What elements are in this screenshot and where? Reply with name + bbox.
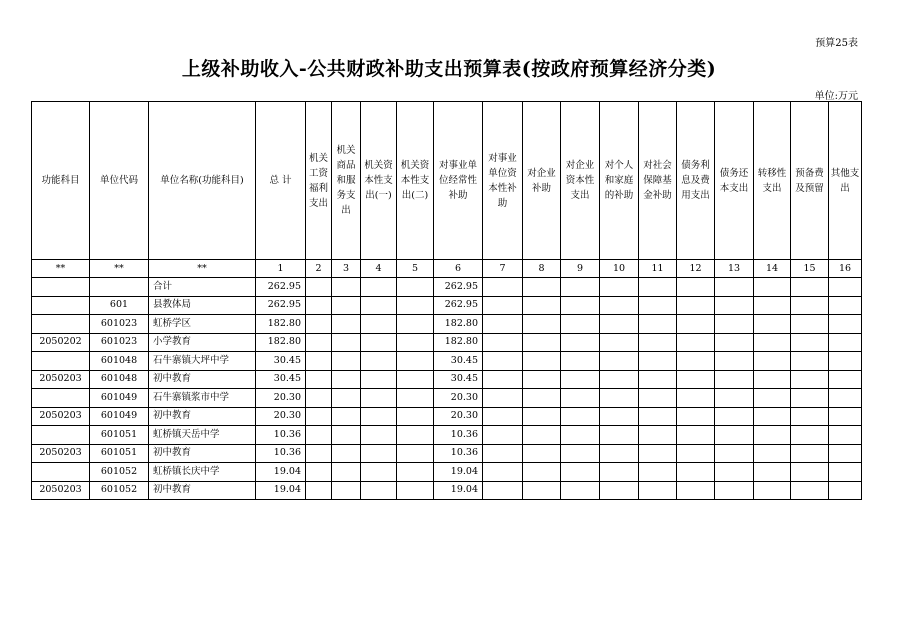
column-number: 13 (715, 260, 754, 278)
table-cell: 30.45 (256, 352, 306, 371)
header-cell: 功能科目 (32, 102, 90, 260)
header-cell: 转移性支出 (754, 102, 791, 260)
table-cell: 262.95 (256, 278, 306, 297)
table-cell: 601051 (90, 426, 149, 445)
table-cell (600, 352, 639, 371)
header-cell: 机关资本性支出(二) (397, 102, 434, 260)
table-cell (361, 352, 397, 371)
table-cell (600, 463, 639, 482)
page-title: 上级补助收入-公共财政补助支出预算表(按政府预算经济分类) (181, 58, 717, 80)
column-number: ** (32, 260, 90, 278)
header-cell: 其他支出 (829, 102, 862, 260)
header-cell: 总 计 (256, 102, 306, 260)
table-row (32, 481, 862, 500)
column-number: 16 (829, 260, 862, 278)
table-cell (639, 296, 677, 315)
table-cell (561, 463, 600, 482)
header-cell: 对事业单位经常性补助 (434, 102, 483, 260)
table-cell (639, 444, 677, 463)
table-cell (332, 352, 361, 371)
table-cell: 初中教育 (149, 444, 256, 463)
table-cell (677, 352, 715, 371)
table-cell (754, 426, 791, 445)
table-cell (483, 426, 523, 445)
table-cell (306, 426, 332, 445)
table-cell (397, 333, 434, 352)
table-cell (361, 296, 397, 315)
table-cell (332, 444, 361, 463)
table-cell: 182.80 (434, 315, 483, 334)
table-cell (600, 444, 639, 463)
table-cell (397, 278, 434, 297)
column-number: 7 (483, 260, 523, 278)
table-cell (306, 407, 332, 426)
table-cell (829, 352, 862, 371)
table-cell (791, 352, 829, 371)
column-number: ** (90, 260, 149, 278)
table-cell (791, 333, 829, 352)
table-cell (32, 278, 90, 297)
table-cell (754, 407, 791, 426)
header-cell: 单位名称(功能科目) (149, 102, 256, 260)
table-cell (791, 481, 829, 500)
table-cell: 30.45 (434, 370, 483, 389)
table-cell (715, 278, 754, 297)
column-number: 3 (332, 260, 361, 278)
table-row (32, 278, 862, 297)
table-cell (523, 352, 561, 371)
table-row (32, 315, 862, 334)
table-cell (754, 333, 791, 352)
header-cell: 对事业单位资本性补助 (483, 102, 523, 260)
table-cell (715, 481, 754, 500)
table-cell (600, 333, 639, 352)
table-cell (397, 296, 434, 315)
table-cell (483, 444, 523, 463)
table-cell (332, 370, 361, 389)
table-cell (639, 407, 677, 426)
table-row (32, 333, 862, 352)
table-row (32, 426, 862, 445)
table-cell (332, 481, 361, 500)
table-cell (715, 333, 754, 352)
table-cell (397, 444, 434, 463)
table-cell: 石牛寨镇浆市中学 (149, 389, 256, 408)
table-cell (639, 426, 677, 445)
budget-table (31, 101, 862, 500)
table-cell (32, 352, 90, 371)
column-number: 12 (677, 260, 715, 278)
column-number: 1 (256, 260, 306, 278)
table-cell (677, 444, 715, 463)
table-cell (332, 333, 361, 352)
table-cell (715, 370, 754, 389)
table-cell (791, 463, 829, 482)
table-cell (829, 389, 862, 408)
table-cell (791, 444, 829, 463)
table-cell: 601051 (90, 444, 149, 463)
table-cell (677, 315, 715, 334)
table-cell (32, 296, 90, 315)
table-cell (306, 444, 332, 463)
table-cell (561, 389, 600, 408)
table-cell (332, 426, 361, 445)
table-cell (332, 315, 361, 334)
table-cell (483, 370, 523, 389)
table-cell (361, 315, 397, 334)
table-cell: 2050202 (32, 333, 90, 352)
table-cell (306, 333, 332, 352)
table-cell (791, 278, 829, 297)
table-cell: 2050203 (32, 444, 90, 463)
table-cell: 601023 (90, 333, 149, 352)
table-cell (361, 333, 397, 352)
table-cell: 10.36 (256, 444, 306, 463)
table-cell (639, 333, 677, 352)
table-cell (32, 389, 90, 408)
header-cell: 债务利息及费用支出 (677, 102, 715, 260)
table-cell (639, 352, 677, 371)
table-cell (397, 426, 434, 445)
table-cell (361, 444, 397, 463)
table-cell (639, 278, 677, 297)
table-cell (677, 426, 715, 445)
column-number: 5 (397, 260, 434, 278)
unit-label: 单位:万元 (814, 91, 858, 102)
table-cell (306, 463, 332, 482)
table-cell: 182.80 (434, 333, 483, 352)
table-cell (523, 481, 561, 500)
table-cell (600, 426, 639, 445)
table-cell (754, 315, 791, 334)
table-cell (561, 296, 600, 315)
table-cell (754, 463, 791, 482)
header-cell: 债务还本支出 (715, 102, 754, 260)
table-cell (332, 389, 361, 408)
column-number-row (32, 260, 862, 278)
table-cell (600, 407, 639, 426)
table-cell (715, 389, 754, 408)
table-row (32, 407, 862, 426)
table-cell (600, 315, 639, 334)
table-cell (306, 481, 332, 500)
table-cell (361, 278, 397, 297)
table-cell: 262.95 (434, 296, 483, 315)
table-cell (306, 296, 332, 315)
column-number: 2 (306, 260, 332, 278)
table-row (32, 352, 862, 371)
table-cell (332, 278, 361, 297)
table-cell (715, 315, 754, 334)
table-cell (523, 444, 561, 463)
column-number: 9 (561, 260, 600, 278)
table-cell (306, 370, 332, 389)
table-cell (639, 389, 677, 408)
table-cell (483, 278, 523, 297)
table-cell (332, 296, 361, 315)
table-cell: 合计 (149, 278, 256, 297)
table-cell (561, 426, 600, 445)
table-cell (715, 352, 754, 371)
table-cell (754, 481, 791, 500)
table-cell (397, 315, 434, 334)
table-cell: 19.04 (434, 463, 483, 482)
table-cell: 19.04 (434, 481, 483, 500)
table-cell (639, 481, 677, 500)
table-cell: 10.36 (434, 426, 483, 445)
header-cell: 预备费及预留 (791, 102, 829, 260)
table-cell (332, 407, 361, 426)
table-cell: 19.04 (256, 481, 306, 500)
header-cell: 机关工资福利支出 (306, 102, 332, 260)
table-cell (397, 481, 434, 500)
table-row (32, 463, 862, 482)
table-cell (523, 333, 561, 352)
column-number: 15 (791, 260, 829, 278)
table-cell (483, 389, 523, 408)
table-cell (523, 315, 561, 334)
table-cell (600, 389, 639, 408)
column-number: 11 (639, 260, 677, 278)
table-cell (791, 315, 829, 334)
table-cell: 601 (90, 296, 149, 315)
table-cell (306, 315, 332, 334)
table-cell: 2050203 (32, 481, 90, 500)
table-cell: 601048 (90, 352, 149, 371)
header-cell: 对社会保障基金补助 (639, 102, 677, 260)
table-cell: 20.30 (256, 407, 306, 426)
table-cell: 虹桥镇天岳中学 (149, 426, 256, 445)
table-cell (483, 333, 523, 352)
table-cell (754, 296, 791, 315)
table-cell (829, 481, 862, 500)
table-cell (754, 352, 791, 371)
table-code-label: 预算25表 (815, 38, 858, 49)
header-cell: 对个人和家庭的补助 (600, 102, 639, 260)
table-cell (677, 296, 715, 315)
table-cell: 20.30 (434, 407, 483, 426)
table-cell (677, 463, 715, 482)
column-number: ** (149, 260, 256, 278)
table-cell (90, 278, 149, 297)
table-cell (523, 389, 561, 408)
table-cell (754, 389, 791, 408)
table-cell (600, 481, 639, 500)
table-cell (677, 370, 715, 389)
table-cell (829, 426, 862, 445)
table-cell (600, 278, 639, 297)
table-cell (483, 463, 523, 482)
header-cell: 对企业补助 (523, 102, 561, 260)
header-row (32, 102, 862, 260)
table-cell: 石牛寨镇大坪中学 (149, 352, 256, 371)
table-cell: 县教体局 (149, 296, 256, 315)
table-cell (677, 407, 715, 426)
table-cell (306, 352, 332, 371)
table-cell: 2050203 (32, 370, 90, 389)
table-cell (829, 315, 862, 334)
table-cell (754, 278, 791, 297)
table-cell (397, 352, 434, 371)
table-cell (397, 463, 434, 482)
table-cell (561, 333, 600, 352)
header-cell: 对企业资本性支出 (561, 102, 600, 260)
table-cell (791, 389, 829, 408)
table-cell (677, 333, 715, 352)
table-cell: 19.04 (256, 463, 306, 482)
table-cell (32, 315, 90, 334)
table-cell: 2050203 (32, 407, 90, 426)
table-cell (483, 352, 523, 371)
table-cell (361, 426, 397, 445)
table-cell (829, 333, 862, 352)
table-cell (561, 352, 600, 371)
header-cell: 机关商品和服务支出 (332, 102, 361, 260)
table-cell (561, 444, 600, 463)
table-cell: 601023 (90, 315, 149, 334)
table-cell (639, 463, 677, 482)
table-cell: 601049 (90, 389, 149, 408)
table-cell (600, 370, 639, 389)
table-cell (829, 278, 862, 297)
table-cell: 262.95 (256, 296, 306, 315)
table-cell (523, 407, 561, 426)
table-cell (361, 370, 397, 389)
table-cell: 182.80 (256, 333, 306, 352)
table-cell: 初中教育 (149, 370, 256, 389)
table-cell: 10.36 (434, 444, 483, 463)
table-cell: 30.45 (434, 352, 483, 371)
table-cell (306, 278, 332, 297)
table-cell (677, 481, 715, 500)
table-cell (829, 463, 862, 482)
table-cell: 262.95 (434, 278, 483, 297)
table-cell (791, 370, 829, 389)
table-cell (715, 463, 754, 482)
column-number: 14 (754, 260, 791, 278)
table-cell (483, 407, 523, 426)
table-cell: 601052 (90, 463, 149, 482)
table-cell (32, 426, 90, 445)
table-row (32, 444, 862, 463)
table-cell (829, 444, 862, 463)
table-cell (829, 370, 862, 389)
table-cell (561, 481, 600, 500)
table-cell (561, 370, 600, 389)
header-cell: 单位代码 (90, 102, 149, 260)
table-cell: 20.30 (434, 389, 483, 408)
table-cell (523, 463, 561, 482)
table-cell (523, 426, 561, 445)
table-cell: 30.45 (256, 370, 306, 389)
table-row (32, 389, 862, 408)
table-cell (397, 389, 434, 408)
table-cell (361, 481, 397, 500)
table-cell (715, 296, 754, 315)
table-cell (523, 370, 561, 389)
table-cell: 10.36 (256, 426, 306, 445)
table-cell: 601052 (90, 481, 149, 500)
table-cell: 182.80 (256, 315, 306, 334)
table-cell (483, 481, 523, 500)
header-cell: 机关资本性支出(一) (361, 102, 397, 260)
table-cell: 601048 (90, 370, 149, 389)
table-cell (791, 426, 829, 445)
table-cell (561, 407, 600, 426)
table-cell (791, 407, 829, 426)
table-cell (561, 315, 600, 334)
table-cell (677, 278, 715, 297)
table-cell (639, 370, 677, 389)
table-cell (715, 407, 754, 426)
table-cell (791, 296, 829, 315)
column-number: 10 (600, 260, 639, 278)
table-cell: 虹桥镇长庆中学 (149, 463, 256, 482)
table-cell: 虹桥学区 (149, 315, 256, 334)
table-cell (523, 296, 561, 315)
table-cell (639, 315, 677, 334)
table-cell (397, 370, 434, 389)
table-cell (754, 370, 791, 389)
table-cell (561, 278, 600, 297)
table-row (32, 296, 862, 315)
table-cell (397, 407, 434, 426)
table-cell (332, 463, 361, 482)
table-cell (32, 463, 90, 482)
table-cell (600, 296, 639, 315)
column-number: 8 (523, 260, 561, 278)
table-row (32, 370, 862, 389)
table-cell: 小学教育 (149, 333, 256, 352)
table-cell (523, 278, 561, 297)
table-cell (483, 296, 523, 315)
column-number: 6 (434, 260, 483, 278)
table-cell (715, 426, 754, 445)
table-cell (829, 296, 862, 315)
table-cell (361, 407, 397, 426)
table-cell (829, 407, 862, 426)
table-cell: 初中教育 (149, 481, 256, 500)
column-number: 4 (361, 260, 397, 278)
table-cell (306, 389, 332, 408)
table-cell (483, 315, 523, 334)
table-cell (361, 389, 397, 408)
table-cell (361, 463, 397, 482)
table-cell (677, 389, 715, 408)
table-cell: 20.30 (256, 389, 306, 408)
table-cell (715, 444, 754, 463)
table-cell: 601049 (90, 407, 149, 426)
table-cell: 初中教育 (149, 407, 256, 426)
table-cell (754, 444, 791, 463)
